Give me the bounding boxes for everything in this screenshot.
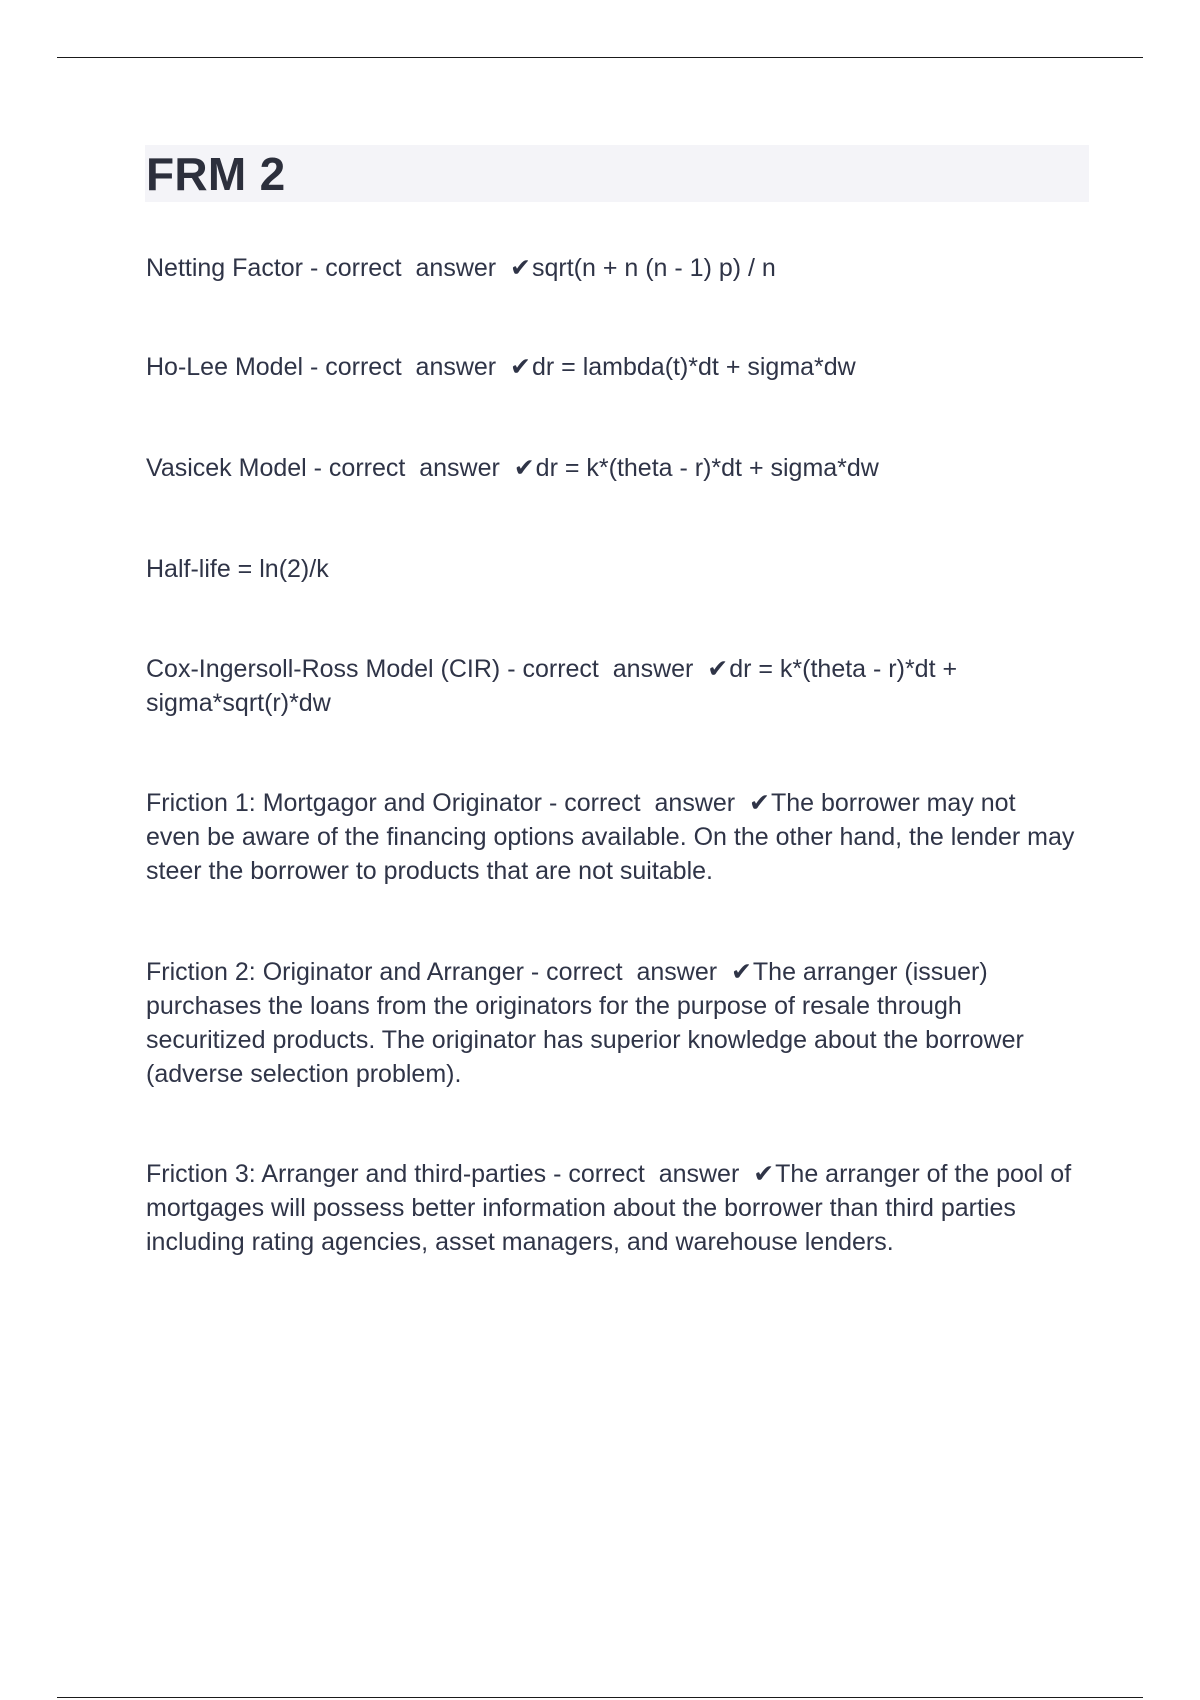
entry-answer: The arranger (issuer) purchases the loans from the originators for the purpose of resale through securitized products. The originator has superior knowledge about the borrower (adverse selection problem).: [146, 958, 1024, 1088]
entry-term: Vasicek Model - correct answer: [146, 454, 514, 482]
checkmark-icon: ✔: [510, 254, 531, 282]
entry-cir-model: [146, 652, 1076, 720]
entry-term: Friction 3: Arranger and third-parties - correct answer: [146, 1160, 754, 1188]
entry-answer: dr = lambda(t)*dt + sigma*dw: [531, 353, 856, 381]
entry-answer: The arranger of the pool of mortgages will possess better information about the borrower than third parties including rating agencies, asset managers, and warehouse lenders.: [146, 1160, 1072, 1256]
checkmark-icon: ✔: [730, 958, 752, 986]
entry-term: Friction 2: Originator and Arranger - correct answer: [146, 958, 731, 986]
entry-term: Ho-Lee Model - correct answer: [146, 353, 511, 381]
entry-friction-2: [146, 955, 1076, 1091]
checkmark-icon: ✔: [513, 454, 535, 482]
entry-answer: The borrower may not even be aware of the financing options available. On the other hand, the lender may steer the borrower to products that are not suitable.: [146, 789, 1075, 885]
entry-answer: sqrt(n + n (n - 1) p) / n: [531, 254, 776, 282]
entry-half-life: [146, 552, 1076, 586]
top-rule: [57, 57, 1143, 58]
checkmark-icon: ✔: [749, 789, 770, 817]
entry-friction-3: [146, 1157, 1076, 1259]
entry-friction-1: [146, 786, 1076, 888]
entry-netting-factor: [146, 251, 1076, 285]
entry-term: Friction 1: Mortgagor and Originator - correct answer: [146, 789, 750, 817]
entry-term: Half-life = ln(2)/k: [146, 555, 329, 583]
checkmark-icon: ✔: [707, 655, 729, 683]
entry-ho-lee-model: [146, 350, 1076, 384]
checkmark-icon: ✔: [753, 1160, 775, 1188]
entry-vasicek-model: [146, 451, 1076, 485]
entry-term: Netting Factor - correct answer: [146, 254, 511, 282]
entry-term: Cox-Ingersoll-Ross Model (CIR) - correct answer: [146, 655, 708, 683]
title-background: [145, 145, 1089, 202]
entry-answer: dr = k*(theta - r)*dt + sigma*sqrt(r)*dw: [146, 655, 958, 717]
checkmark-icon: ✔: [510, 353, 531, 381]
document-title: FRM 2: [146, 148, 286, 200]
bottom-rule: [57, 1697, 1143, 1698]
entry-answer: dr = k*(theta - r)*dt + sigma*dw: [535, 454, 879, 482]
